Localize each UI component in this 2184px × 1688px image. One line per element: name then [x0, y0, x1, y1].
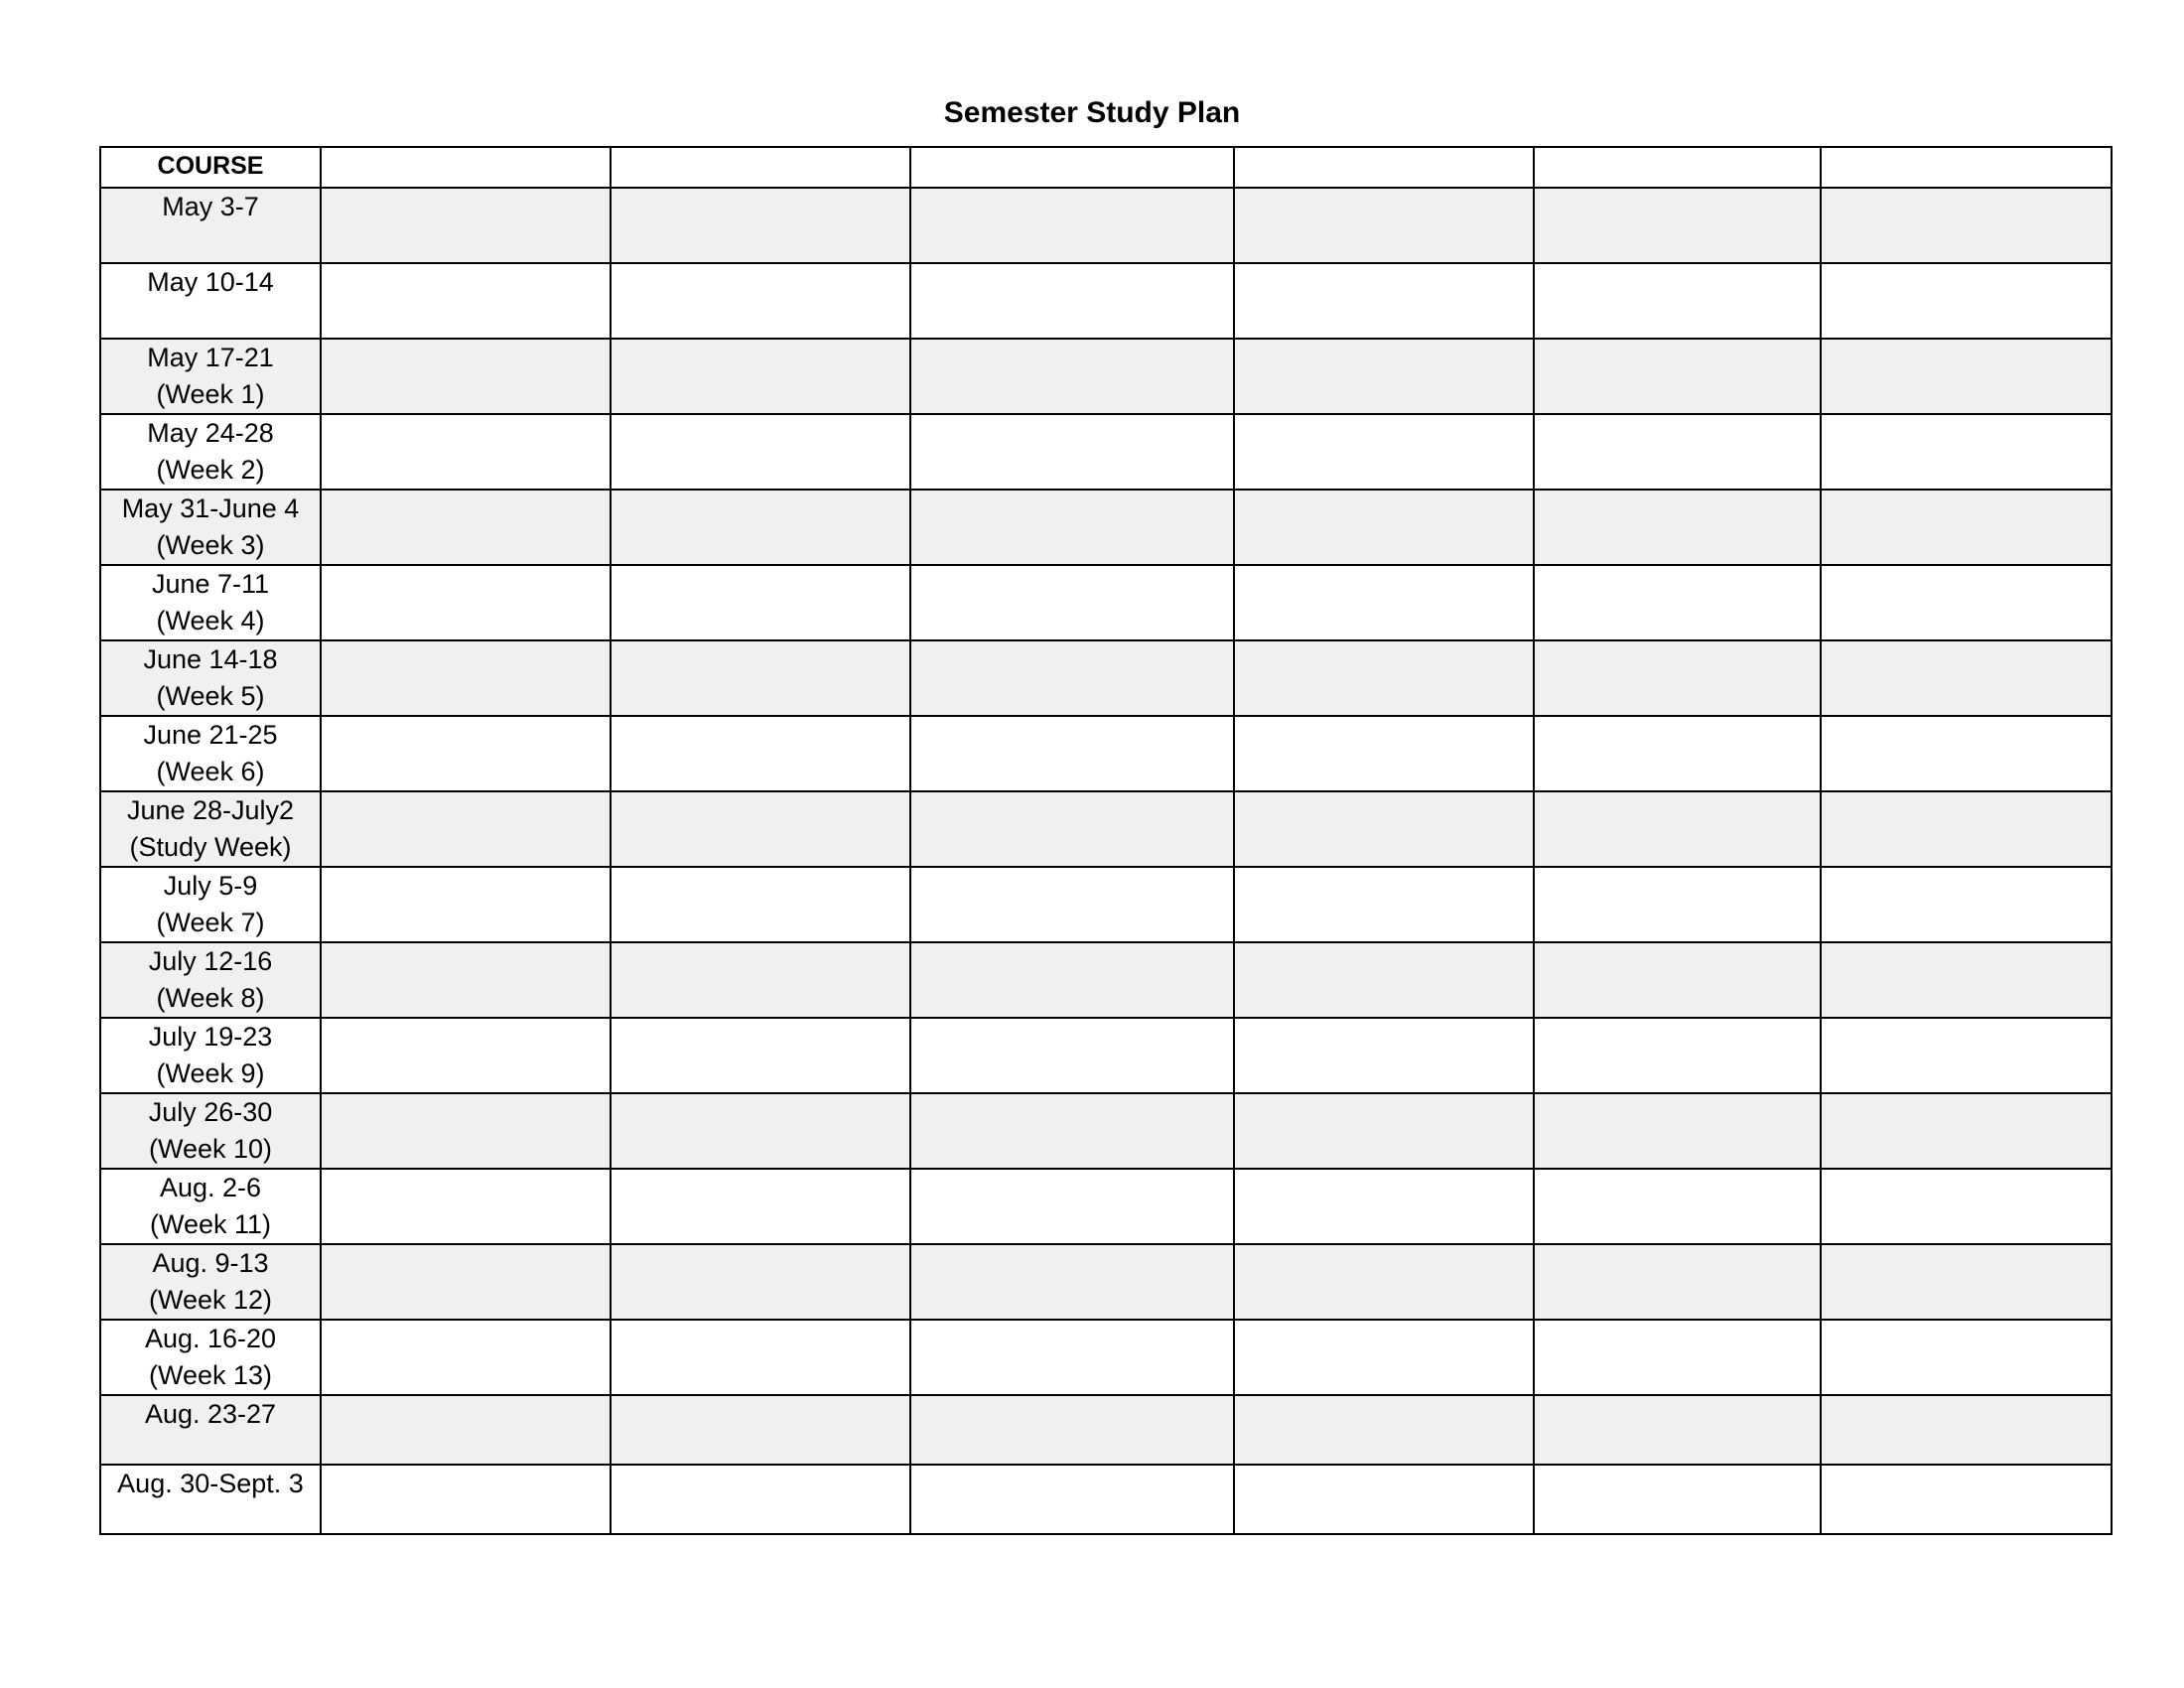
table-row	[100, 414, 2112, 490]
date-range-label: May 24-28	[147, 418, 274, 448]
date-range-label: June 28-July2	[126, 795, 295, 825]
study-plan-cell[interactable]	[1534, 1395, 1821, 1465]
table-row	[100, 565, 2112, 640]
study-plan-cell[interactable]	[1234, 1465, 1534, 1534]
study-plan-cell[interactable]	[1234, 188, 1534, 263]
table-row	[100, 1169, 2112, 1244]
study-plan-cell[interactable]	[1534, 1465, 1821, 1534]
study-plan-cell[interactable]	[1821, 867, 2112, 942]
date-range-label: Aug. 30-Sept. 3	[117, 1469, 304, 1498]
study-plan-cell[interactable]	[321, 942, 611, 1018]
study-plan-cell[interactable]	[611, 640, 910, 716]
date-cell	[100, 1093, 321, 1169]
date-cell	[100, 1465, 321, 1534]
week-label: (Week 12)	[148, 1285, 273, 1315]
table-row	[100, 188, 2112, 263]
study-plan-cell[interactable]	[1534, 640, 1821, 716]
study-plan-cell[interactable]	[611, 1018, 910, 1093]
study-plan-cell[interactable]	[1234, 1244, 1534, 1320]
week-label: (Study Week)	[129, 832, 292, 862]
date-cell	[100, 490, 321, 565]
study-plan-cell[interactable]	[1234, 1093, 1534, 1169]
table-row	[100, 339, 2112, 414]
study-plan-cell[interactable]	[1534, 1093, 1821, 1169]
study-plan-cell[interactable]	[1234, 1320, 1534, 1395]
study-plan-cell[interactable]	[1234, 716, 1534, 791]
study-plan-cell[interactable]	[1821, 716, 2112, 791]
study-plan-cell[interactable]	[1534, 716, 1821, 791]
course-column-cell[interactable]	[1234, 147, 1534, 188]
study-plan-cell[interactable]	[1534, 791, 1821, 867]
study-plan-cell[interactable]	[1234, 565, 1534, 640]
week-label: (Week 11)	[149, 1209, 272, 1239]
study-plan-cell[interactable]	[910, 640, 1234, 716]
date-range-label: June 14-18	[143, 644, 278, 674]
week-label: (Week 6)	[156, 757, 265, 786]
table-row	[100, 1018, 2112, 1093]
study-plan-cell[interactable]	[611, 339, 910, 414]
study-plan-cell[interactable]	[910, 1093, 1234, 1169]
table-row	[100, 1395, 2112, 1465]
study-plan-cell[interactable]	[910, 263, 1234, 339]
study-plan-cell[interactable]	[1821, 640, 2112, 716]
study-plan-cell[interactable]	[1821, 339, 2112, 414]
date-cell	[100, 1320, 321, 1395]
study-plan-cell[interactable]	[1234, 414, 1534, 490]
date-cell	[100, 791, 321, 867]
date-cell	[100, 414, 321, 490]
date-range-label: July 19-23	[148, 1022, 273, 1052]
study-plan-cell[interactable]	[910, 942, 1234, 1018]
date-cell	[100, 1018, 321, 1093]
study-plan-cell[interactable]	[611, 1244, 910, 1320]
study-plan-cell[interactable]	[910, 565, 1234, 640]
study-plan-cell[interactable]	[321, 640, 611, 716]
study-plan-cell[interactable]	[321, 1169, 611, 1244]
week-label: (Week 10)	[148, 1134, 273, 1164]
date-cell	[100, 188, 321, 263]
study-plan-cell[interactable]	[321, 716, 611, 791]
date-cell	[100, 1395, 321, 1465]
study-plan-cell[interactable]	[1534, 565, 1821, 640]
date-cell	[100, 565, 321, 640]
date-range-label: Aug. 16-20	[144, 1324, 277, 1353]
date-range-label: July 12-16	[148, 946, 273, 976]
study-plan-cell[interactable]	[1821, 942, 2112, 1018]
study-plan-cell[interactable]	[611, 867, 910, 942]
week-label: (Week 1)	[156, 379, 265, 409]
week-label: (Week 13)	[148, 1360, 273, 1390]
study-plan-cell[interactable]	[910, 1395, 1234, 1465]
study-plan-cell[interactable]	[910, 1320, 1234, 1395]
study-plan-cell[interactable]	[321, 1465, 611, 1534]
study-plan-cell[interactable]	[611, 1395, 910, 1465]
study-plan-cell[interactable]	[910, 716, 1234, 791]
study-plan-cell[interactable]	[1534, 1320, 1821, 1395]
course-header-cell: COURSE	[100, 147, 321, 188]
date-range-label: July 5-9	[163, 871, 258, 901]
study-plan-cell[interactable]	[321, 565, 611, 640]
week-label: (Week 9)	[156, 1058, 265, 1088]
study-plan-cell[interactable]	[321, 263, 611, 339]
week-label: (Week 8)	[156, 983, 265, 1013]
course-column-cell[interactable]	[611, 147, 910, 188]
study-plan-cell[interactable]	[611, 565, 910, 640]
study-plan-cell[interactable]	[611, 1169, 910, 1244]
study-plan-cell[interactable]	[1821, 791, 2112, 867]
date-cell	[100, 640, 321, 716]
week-label: (Week 4)	[156, 606, 265, 635]
study-plan-cell[interactable]	[1234, 791, 1534, 867]
date-range-label: June 7-11	[151, 569, 270, 599]
date-range-label: Aug. 9-13	[152, 1248, 269, 1278]
study-plan-cell[interactable]	[1534, 1018, 1821, 1093]
study-plan-cell[interactable]	[321, 1320, 611, 1395]
study-plan-cell[interactable]	[1821, 565, 2112, 640]
table-row	[100, 263, 2112, 339]
table-row	[100, 640, 2112, 716]
study-plan-cell[interactable]	[321, 188, 611, 263]
date-cell	[100, 1169, 321, 1244]
study-plan-cell[interactable]	[1534, 1244, 1821, 1320]
study-plan-cell[interactable]	[1534, 490, 1821, 565]
study-plan-cell[interactable]	[1234, 867, 1534, 942]
study-plan-cell[interactable]	[1821, 1395, 2112, 1465]
date-cell	[100, 942, 321, 1018]
study-plan-cell[interactable]	[321, 1244, 611, 1320]
course-column-cell[interactable]	[1534, 147, 1821, 188]
study-plan-cell[interactable]	[611, 791, 910, 867]
study-plan-cell[interactable]	[910, 1018, 1234, 1093]
study-plan-cell[interactable]	[1534, 1169, 1821, 1244]
date-range-label: June 21-25	[143, 720, 278, 750]
study-plan-cell[interactable]	[1821, 1018, 2112, 1093]
header-row	[100, 147, 2112, 188]
table-row	[100, 867, 2112, 942]
date-cell	[100, 1244, 321, 1320]
study-plan-cell[interactable]	[1821, 1465, 2112, 1534]
study-plan-cell[interactable]	[611, 188, 910, 263]
study-plan-cell[interactable]	[1534, 339, 1821, 414]
week-label: (Week 2)	[156, 455, 265, 485]
study-plan-cell[interactable]	[1821, 1244, 2112, 1320]
week-label: (Week 7)	[156, 908, 265, 937]
date-cell	[100, 867, 321, 942]
page-title: Semester Study Plan	[943, 96, 1241, 129]
study-plan-cell[interactable]	[1534, 414, 1821, 490]
study-plan-cell[interactable]	[1821, 1093, 2112, 1169]
study-plan-cell[interactable]	[1821, 263, 2112, 339]
study-plan-cell[interactable]	[910, 791, 1234, 867]
study-plan-cell[interactable]	[1234, 263, 1534, 339]
date-range-label: May 31-June 4	[121, 493, 300, 523]
study-plan-cell[interactable]	[910, 867, 1234, 942]
study-plan-cell[interactable]	[1534, 188, 1821, 263]
date-cell	[100, 716, 321, 791]
study-plan-cell[interactable]	[1234, 640, 1534, 716]
study-plan-cell[interactable]	[1821, 188, 2112, 263]
study-plan-cell[interactable]	[321, 791, 611, 867]
study-plan-cell[interactable]	[1234, 1169, 1534, 1244]
study-plan-cell[interactable]	[910, 1465, 1234, 1534]
course-column-cell[interactable]	[910, 147, 1234, 188]
date-range-label: May 10-14	[147, 267, 274, 297]
study-plan-cell[interactable]	[910, 1169, 1234, 1244]
table-row	[100, 791, 2112, 867]
study-plan-cell[interactable]	[611, 1093, 910, 1169]
study-plan-cell[interactable]	[321, 867, 611, 942]
table-row	[100, 1320, 2112, 1395]
study-plan-cell[interactable]	[910, 490, 1234, 565]
study-plan-cell[interactable]	[1234, 1018, 1534, 1093]
table-row	[100, 490, 2112, 565]
study-plan-cell[interactable]	[1534, 263, 1821, 339]
study-plan-cell[interactable]	[321, 414, 611, 490]
date-cell	[100, 339, 321, 414]
study-plan-cell[interactable]	[1821, 1169, 2112, 1244]
date-range-label: July 26-30	[148, 1097, 273, 1127]
study-plan-cell[interactable]	[1534, 867, 1821, 942]
study-plan-cell[interactable]	[611, 716, 910, 791]
study-plan-cell[interactable]	[1234, 339, 1534, 414]
study-plan-cell[interactable]	[910, 1244, 1234, 1320]
study-plan-cell[interactable]	[611, 1320, 910, 1395]
study-plan-cell[interactable]	[910, 414, 1234, 490]
study-plan-cell[interactable]	[1234, 490, 1534, 565]
study-plan-cell[interactable]	[611, 414, 910, 490]
study-plan-cell[interactable]	[1234, 942, 1534, 1018]
date-range-label: Aug. 2-6	[159, 1173, 262, 1202]
study-plan-cell[interactable]	[611, 263, 910, 339]
study-plan-cell[interactable]	[321, 1018, 611, 1093]
study-plan-cell[interactable]	[611, 490, 910, 565]
study-plan-cell[interactable]	[910, 339, 1234, 414]
week-label: (Week 3)	[156, 530, 265, 560]
study-plan-cell[interactable]	[1821, 1320, 2112, 1395]
study-plan-cell[interactable]	[910, 188, 1234, 263]
table-row	[100, 942, 2112, 1018]
study-plan-cell[interactable]	[1821, 490, 2112, 565]
date-cell	[100, 263, 321, 339]
study-plan-cell[interactable]	[611, 942, 910, 1018]
study-plan-table	[99, 146, 2113, 1535]
study-plan-cell[interactable]	[321, 339, 611, 414]
study-plan-cell[interactable]	[1821, 414, 2112, 490]
course-column-cell[interactable]	[321, 147, 611, 188]
table-body	[100, 188, 2112, 1534]
study-plan-cell[interactable]	[611, 1465, 910, 1534]
date-range-label: May 3-7	[162, 192, 259, 221]
study-plan-cell[interactable]	[1534, 942, 1821, 1018]
study-plan-cell[interactable]	[321, 1093, 611, 1169]
study-plan-cell[interactable]	[1234, 1395, 1534, 1465]
table-row	[100, 1093, 2112, 1169]
table-row	[100, 1244, 2112, 1320]
table-row	[100, 716, 2112, 791]
study-plan-cell[interactable]	[321, 490, 611, 565]
study-plan-cell[interactable]	[321, 1395, 611, 1465]
week-label: (Week 5)	[156, 681, 265, 711]
date-range-label: Aug. 23-27	[144, 1399, 277, 1429]
date-range-label: May 17-21	[147, 343, 274, 372]
table-row	[100, 1465, 2112, 1534]
course-column-cell[interactable]	[1821, 147, 2112, 188]
